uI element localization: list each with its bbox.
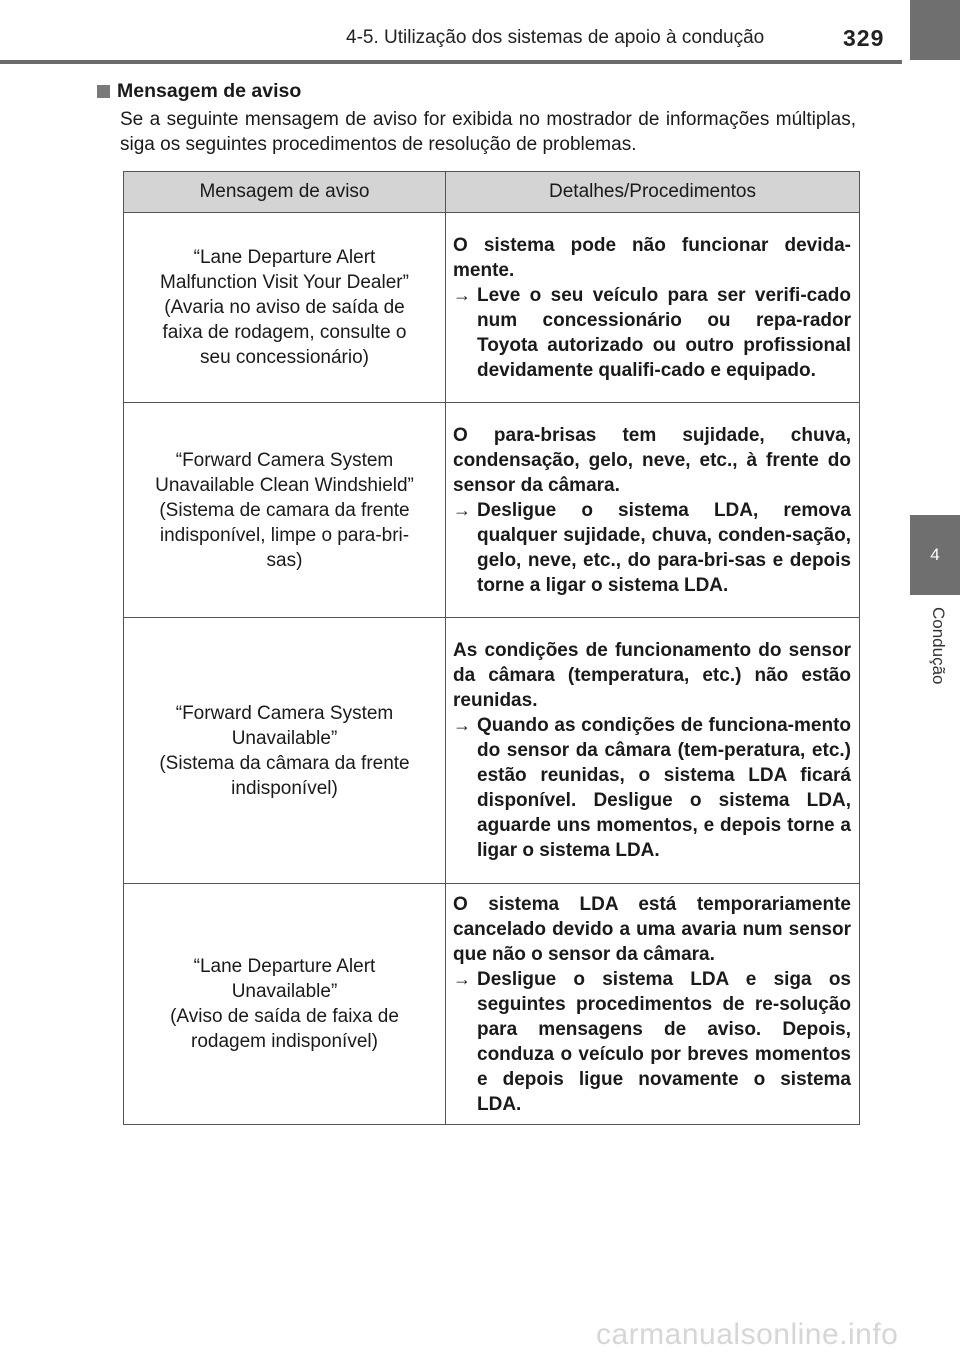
arrow-right-icon: →: [453, 968, 471, 989]
details-cell: [446, 403, 860, 618]
section-intro: Se a seguinte mensagem de aviso for exibida no mostrador de informações múltiplas, siga os seguintes procedimentos de resolução de problemas.: [120, 109, 856, 155]
message-line: “Forward Camera System: [175, 702, 394, 724]
chapter-tab: [910, 515, 960, 595]
arrow-right-icon: →: [453, 499, 471, 520]
arrow-right-icon: →: [453, 284, 471, 305]
table-row: [124, 213, 860, 403]
table-row: [124, 884, 860, 1125]
message-line: indisponível, limpe o para-bri-: [159, 524, 410, 546]
header-rule: [0, 60, 902, 64]
message-line: Unavailable”: [231, 727, 338, 749]
condition-text: O sistema LDA está temporariamente cancelado devido a uma avaria num sensor que não o sensor da câmara.: [453, 893, 851, 965]
message-line: (Avaria no aviso de saída de: [164, 297, 405, 318]
details-cell: [446, 618, 860, 884]
message-line: Unavailable Clean Windshield”: [155, 474, 414, 496]
chapter-number: 4: [930, 545, 940, 564]
column-header-message: Mensagem de aviso: [124, 172, 446, 213]
message-line: indisponível): [231, 777, 338, 799]
message-line: “Lane Departure Alert: [193, 956, 376, 977]
procedure-text: Desligue o sistema LDA, remova qualquer sujidade, chuva, conden-sação, gelo, neve, etc., do para-bri-sas e depois torne a ligar o sistema LDA.: [477, 499, 851, 596]
message-line: “Forward Camera System: [175, 449, 394, 471]
message-cell: [124, 618, 446, 884]
table-header-row: [124, 172, 860, 213]
message-line: Unavailable”: [231, 981, 338, 1002]
procedure-text: Leve o seu veículo para ser verifi-cado num concessionário ou repa-rador Toyota autorizado ou outro profissional devidamente qualifi-cado e equipado.: [477, 284, 851, 381]
procedure-step: [453, 498, 851, 598]
message-line: sas): [266, 549, 303, 571]
message-cell: [124, 884, 446, 1125]
message-line: “Lane Departure Alert: [193, 247, 376, 268]
procedure-step: [453, 283, 851, 383]
message-line: (Sistema da câmara da frente: [159, 752, 410, 774]
arrow-right-icon: →: [453, 715, 471, 735]
chapter-label: Condução: [929, 607, 948, 685]
message-line: seu concessionário): [200, 347, 369, 368]
table-row: [124, 403, 860, 618]
watermark: carmanualsonline.info: [596, 1318, 899, 1351]
column-header-details: Detalhes/Procedimentos: [446, 172, 860, 213]
section-heading-text: Mensagem de aviso: [117, 80, 302, 102]
message-cell: [124, 403, 446, 618]
message-cell: [124, 213, 446, 403]
message-line: faixa de rodagem, consulte o: [162, 322, 407, 343]
procedure-step: [453, 967, 851, 1117]
message-line: rodagem indisponível): [191, 1031, 378, 1052]
warning-message-table: [123, 171, 860, 1125]
page-number: 329: [843, 25, 885, 51]
table-row: [124, 618, 860, 884]
details-cell: [446, 884, 860, 1125]
message-line: (Aviso de saída de faixa de: [170, 1006, 399, 1027]
square-bullet-icon: [97, 85, 110, 98]
condition-text: As condições de funcionamento do sensor da câmara (temperatura, etc.) não estão reunidas.: [453, 640, 851, 711]
procedure-text: Quando as condições de funciona-mento do sensor da câmara (tem-peratura, etc.) estão reunidas, o sistema LDA ficará disponível. Desligue o sistema LDA, aguarde uns momentos, e depois torne a ligar o sistema LDA.: [477, 715, 851, 861]
procedure-text: Desligue o sistema LDA e siga os seguintes procedimentos de re-solução para mensagens de aviso. Depois, conduza o veículo por breves momentos e depois ligue novamente o sistema LDA.: [477, 968, 851, 1115]
message-line: (Sistema de camara da frente: [159, 499, 410, 521]
condition-text: O para-brisas tem sujidade, chuva, condensação, gelo, neve, etc., à frente do sensor da câmara.: [453, 424, 851, 496]
header-section-title: 4-5. Utilização dos sistemas de apoio à condução: [346, 27, 765, 48]
side-tab-top: [910, 0, 960, 60]
section-heading: [97, 80, 301, 103]
details-cell: [446, 213, 860, 403]
condition-text: O sistema pode não funcionar devida-mente.: [453, 234, 851, 281]
message-line: Malfunction Visit Your Dealer”: [160, 272, 409, 293]
procedure-step: [453, 713, 851, 863]
